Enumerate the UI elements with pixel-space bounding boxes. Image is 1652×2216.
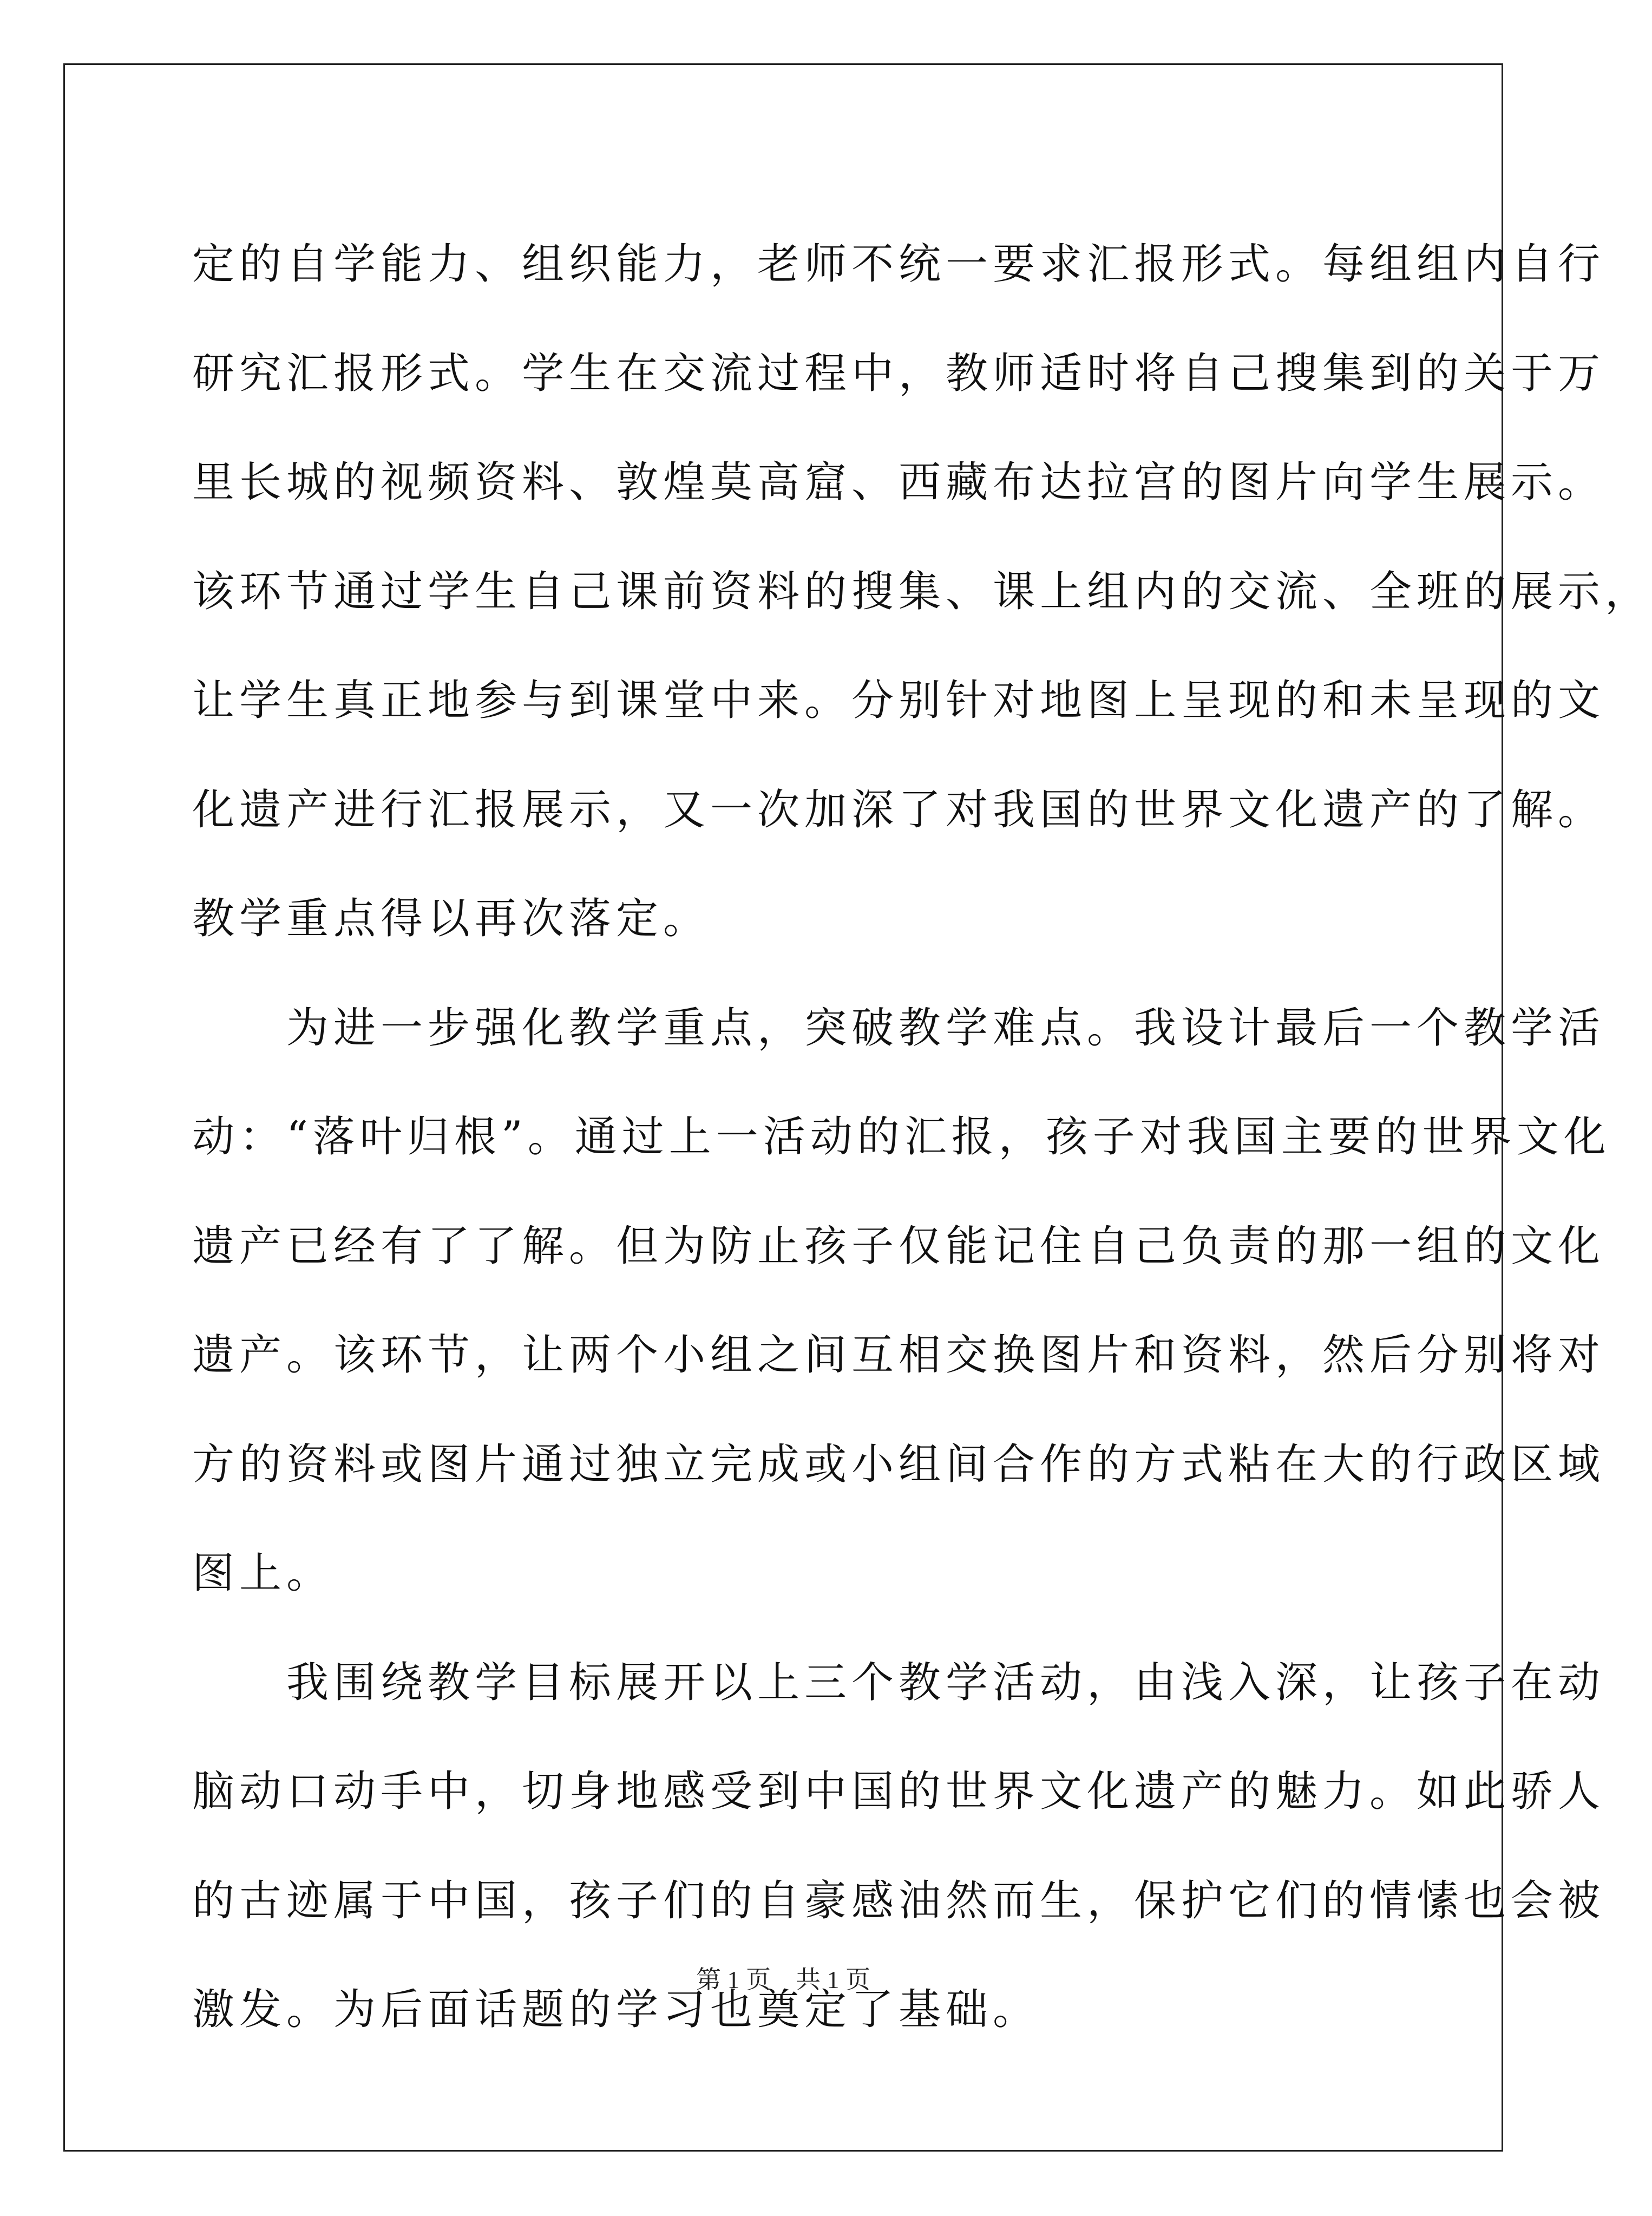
text-line: 化遗产进行汇报展示，又一次加深了对我国的世界文化遗产的了解。 xyxy=(192,785,1605,834)
text-line: 遗产。该环节，让两个小组之间互相交换图片和资料，然后分别将对 xyxy=(192,1331,1605,1380)
text-line: 里长城的视频资料、敦煌莫高窟、西藏布达拉宫的图片向学生展示。 xyxy=(192,458,1605,507)
text-line: 图上。 xyxy=(192,1549,334,1598)
text-line: 方的资料或图片通过独立完成或小组间合作的方式粘在大的行政区域 xyxy=(192,1440,1605,1489)
text-line: 研究汇报形式。学生在交流过程中，教师适时将自己搜集到的关于万 xyxy=(192,349,1605,398)
page-number-footer: 第 1 页 共 1 页 xyxy=(696,1966,870,1993)
text-line: 定的自学能力、组织能力，老师不统一要求汇报形式。每组组内自行 xyxy=(192,240,1605,289)
text-line: 为进一步强化教学重点，突破教学难点。我设计最后一个教学活 xyxy=(192,1003,1605,1053)
text-line: 教学重点得以再次落定。 xyxy=(192,894,711,943)
text-line: 该环节通过学生自己课前资料的搜集、课上组内的交流、全班的展示， xyxy=(192,567,1652,616)
text-line: 脑动口动手中，切身地感受到中国的世界文化遗产的魅力。如此骄人 xyxy=(192,1767,1605,1816)
text-line: 让学生真正地参与到课堂中来。分别针对地图上呈现的和未呈现的文 xyxy=(192,676,1605,725)
text-line: 动：“落叶归根”。通过上一活动的汇报，孩子对我国主要的世界文化 xyxy=(192,1113,1611,1161)
text-line: 我围绕教学目标展开以上三个教学活动，由浅入深，让孩子在动 xyxy=(192,1658,1605,1707)
text-line: 遗产已经有了了解。但为防止孩子仅能记住自己负责的那一组的文化 xyxy=(192,1221,1605,1271)
document-body xyxy=(192,210,1652,2065)
text-line: 激发。为后面话题的学习也奠定了基础。 xyxy=(192,1985,1040,2034)
text-line: 的古迹属于中国，孩子们的自豪感油然而生，保护它们的情愫也会被 xyxy=(192,1876,1605,1925)
